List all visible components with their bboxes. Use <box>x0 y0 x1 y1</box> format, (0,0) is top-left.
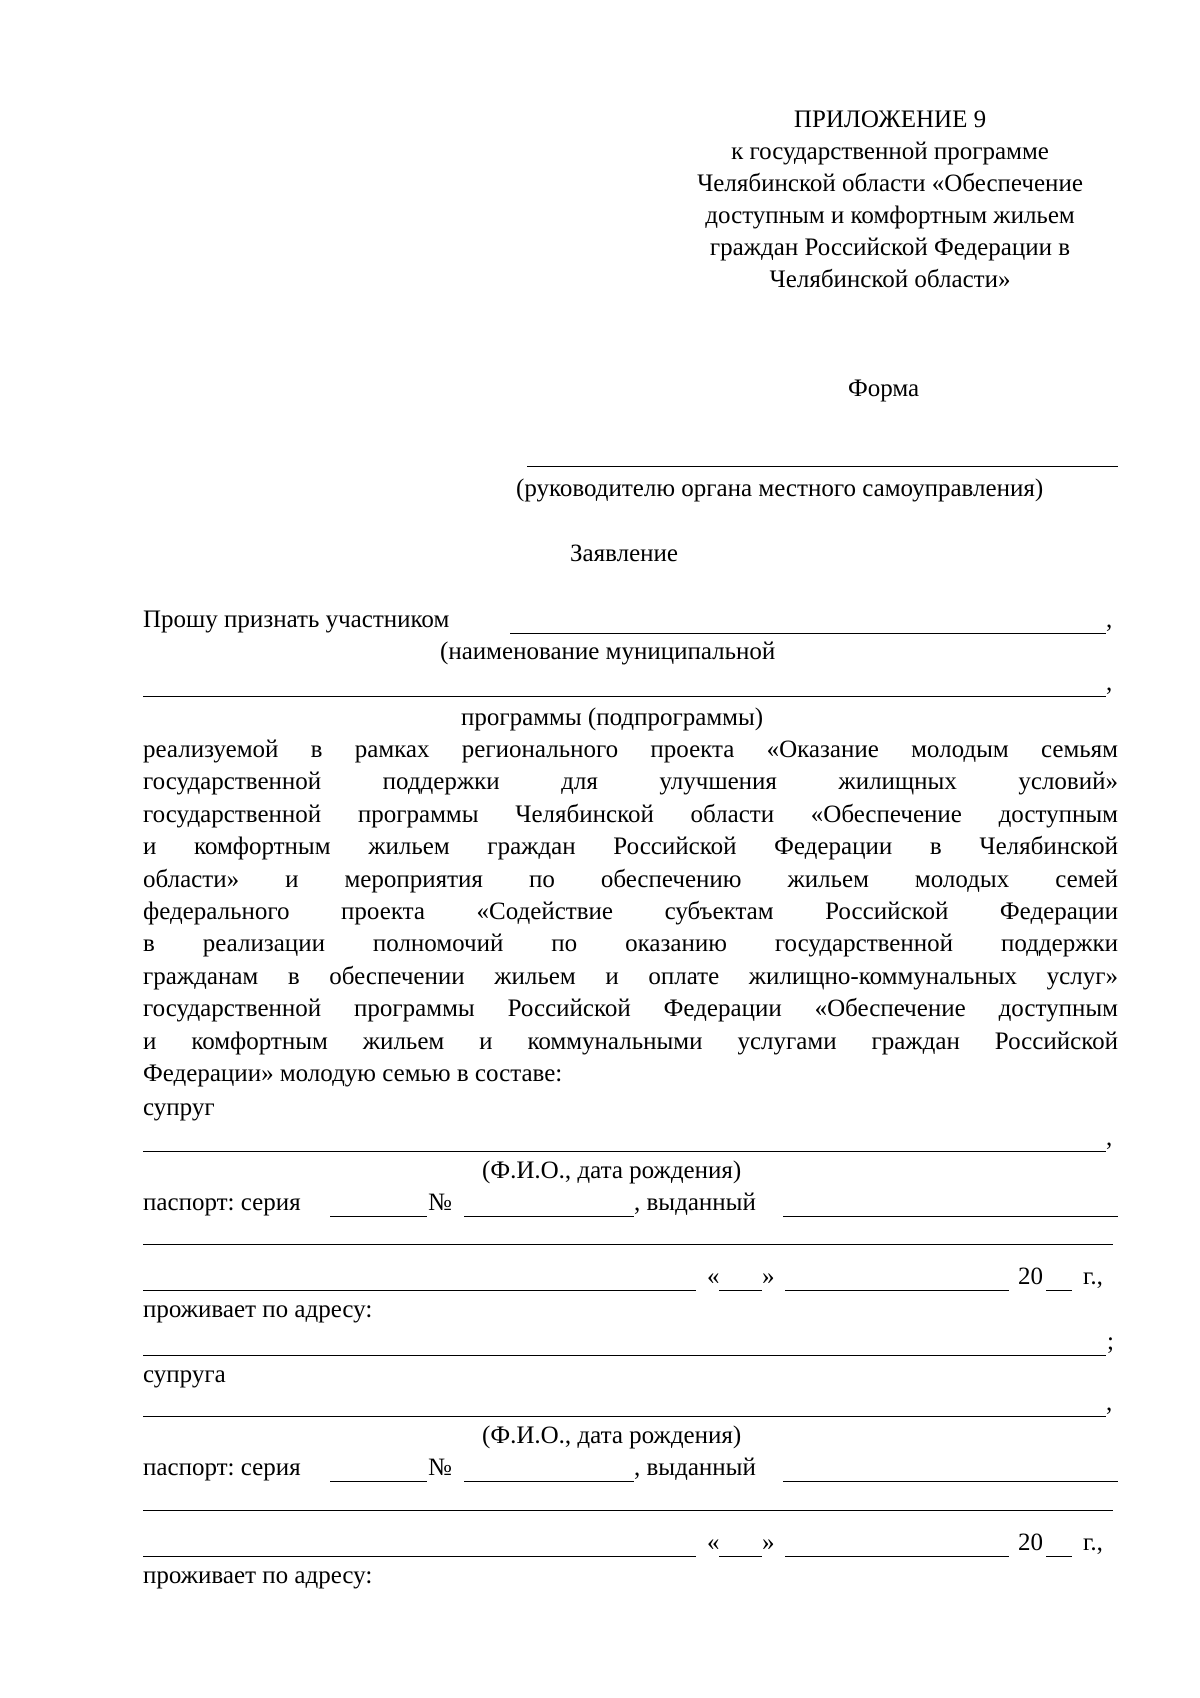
husband-issued-label: , выданный <box>634 1189 756 1216</box>
husband-passport-series-field[interactable] <box>330 1216 427 1217</box>
wife-issue-year-field[interactable] <box>1046 1556 1072 1557</box>
annex-header <box>660 104 1120 296</box>
body-line: области» и мероприятия по обеспечению жильем молодых семей <box>143 865 1118 893</box>
body-line: федерального проекта «Содействие субъектам Российской Федерации <box>143 898 1118 926</box>
quote-open: « <box>707 1263 720 1290</box>
form-label: Форма <box>848 375 920 402</box>
wife-issue-month-field[interactable] <box>785 1556 1009 1557</box>
annex-line: ПРИЛОЖЕНИЕ 9 <box>793 106 987 133</box>
body-line: в реализации полномочий по оказанию государственной поддержки <box>143 930 1118 958</box>
husband-issue-month-field[interactable] <box>785 1290 1009 1291</box>
program-blank-line-2 <box>143 696 1106 697</box>
annex-line: граждан Российской Федерации в <box>709 234 1071 261</box>
wife-passport-series-field[interactable] <box>330 1481 427 1482</box>
year-suffix: г., <box>1083 1263 1103 1290</box>
program-blank-line-1 <box>510 633 1106 634</box>
husband-issued-by-field-2[interactable] <box>143 1244 1113 1245</box>
program-caption-1: (наименование муниципальной <box>440 638 776 665</box>
year-prefix: 20 <box>1018 1529 1043 1556</box>
number-sign: № <box>428 1189 452 1216</box>
husband-passport-label: паспорт: серия <box>143 1189 301 1216</box>
request-prefix: Прошу признать участником <box>143 606 450 633</box>
body-line: государственной программы Российской Федерации «Обеспечение доступным <box>143 995 1118 1023</box>
body-line: Федерации» молодую семью в составе: <box>143 1060 563 1088</box>
quote-close: » <box>762 1529 775 1556</box>
document-title: Заявление <box>570 540 679 567</box>
body-line: и комфортным жильем и коммунальными услугами граждан Российской <box>143 1027 1118 1055</box>
husband-issued-by-field-3[interactable] <box>143 1290 696 1291</box>
comma: , <box>1106 1389 1113 1416</box>
annex-line: Челябинской области «Обеспечение <box>697 170 1083 197</box>
wife-issued-label: , выданный <box>634 1454 756 1481</box>
recipient-caption: (руководителю органа местного самоуправления) <box>516 475 1044 502</box>
comma: , <box>1106 1124 1113 1151</box>
husband-label: супруг <box>143 1094 215 1121</box>
comma: , <box>1106 606 1113 633</box>
wife-fio-line <box>143 1416 1106 1417</box>
wife-address-label: проживает по адресу: <box>143 1562 373 1589</box>
wife-issued-by-field[interactable] <box>783 1481 1118 1482</box>
program-caption-2: программы (подпрограммы) <box>461 704 764 731</box>
wife-fio-caption: (Ф.И.О., дата рождения) <box>482 1422 742 1449</box>
quote-open: « <box>707 1529 720 1556</box>
comma: , <box>1106 669 1113 696</box>
quote-close: » <box>762 1263 775 1290</box>
husband-issue-day-field[interactable] <box>719 1290 762 1291</box>
wife-passport-number-field[interactable] <box>464 1481 634 1482</box>
body-line: и комфортным жильем граждан Российской Федерации в Челябинской <box>143 833 1118 861</box>
body-line: государственной программы Челябинской области «Обеспечение доступным <box>143 800 1118 828</box>
husband-issue-year-field[interactable] <box>1046 1290 1072 1291</box>
number-sign: № <box>428 1454 452 1481</box>
wife-issued-by-field-2[interactable] <box>143 1510 1113 1511</box>
husband-address-label: проживает по адресу: <box>143 1296 373 1323</box>
recipient-blank-line <box>527 466 1118 467</box>
body-line: гражданам в обеспечении жильем и оплате жилищно-коммунальных услуг» <box>143 962 1118 990</box>
body-line: государственной поддержки для улучшения жилищных условий» <box>143 768 1118 796</box>
husband-fio-caption: (Ф.И.О., дата рождения) <box>482 1157 742 1184</box>
annex-line: Челябинской области» <box>769 266 1011 293</box>
husband-issued-by-field[interactable] <box>783 1216 1118 1217</box>
wife-label: супруга <box>143 1361 226 1388</box>
year-prefix: 20 <box>1018 1263 1043 1290</box>
body-paragraph <box>143 734 1118 1090</box>
annex-line: доступным и комфортным жильем <box>705 202 1075 229</box>
wife-passport-label: паспорт: серия <box>143 1454 301 1481</box>
wife-issue-day-field[interactable] <box>719 1556 762 1557</box>
year-suffix: г., <box>1083 1529 1103 1556</box>
wife-issued-by-field-3[interactable] <box>143 1556 696 1557</box>
husband-fio-line <box>143 1151 1106 1152</box>
body-line: реализуемой в рамках регионального проекта «Оказание молодым семьям <box>143 736 1118 763</box>
semicolon: ; <box>1107 1328 1114 1355</box>
husband-address-field[interactable] <box>143 1355 1106 1356</box>
annex-line: к государственной программе <box>731 138 1049 165</box>
husband-passport-number-field[interactable] <box>464 1216 634 1217</box>
